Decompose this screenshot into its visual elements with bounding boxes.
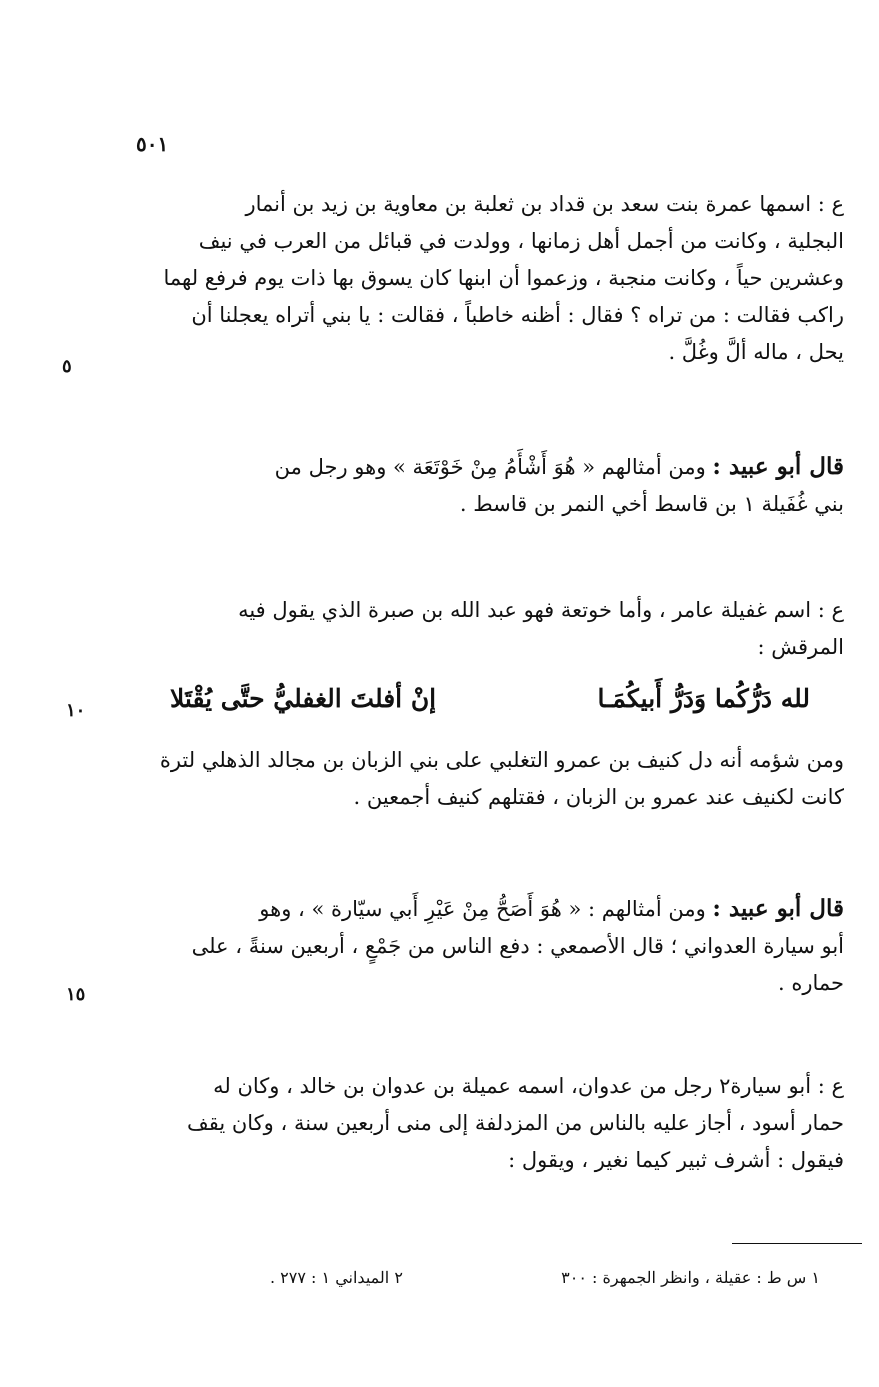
text-line: ع : اسمها عمرة بنت سعد بن قداد بن ثعلبة بن معاوية بن زيد بن أنمار [245,192,844,216]
poem-hemistich-1: لله دَرُّكُما وَدَرُّ أَبيكُمَـا [597,684,810,713]
text-line [128,890,844,928]
footnote-2: ٢ الميداني ١ : ٢٧٧ . [270,1268,403,1287]
text-line: ع : أبو سيارة٢ رجل من عدوان، اسمه عميلة بن عدوان بن خالد ، وكان له [213,1074,844,1098]
text-line: المرقش : [757,635,844,659]
text-line: حمار أسود ، أجاز عليه بالناس من المزدلفة إلى منى أربعين سنة ، وكان يقف [186,1111,844,1135]
text-line: راكب فقالت : من تراه ؟ فقال : أظنه خاطباً ، فقالت : يا بني أتراه يعجلنا أن [191,303,844,327]
text-line: كانت لكنيف عند عمرو بن الزبان ، فقتلهم كنيف أجمعين . [353,785,844,809]
text-line: البجلية ، وكانت من أجمل أهل زمانها ، وولدت في قبائل من العرب في نيف [198,229,844,253]
text-line: وعشرين حياً ، وكانت منجبة ، وزعموا أن ابنها كان يسوق بها ذات يوم فرفع لهما [163,266,844,290]
text-line [128,448,844,486]
page-number: ٥٠١ [136,132,169,156]
text-line: بني غُفَيلة ١ بن قاسط أخي النمر بن قاسط . [459,492,844,516]
line-marker-15: ١٥ [66,984,86,1005]
footnote-rule [732,1243,862,1244]
paragraph-4 [128,742,844,816]
line-marker-10: ١٠ [66,700,86,721]
poem-hemistich-2: إنْ أفلتَ الغفليُّ حتَّى يُقْتَلا [170,684,437,713]
footnotes [270,1268,820,1287]
text-line: حماره . [777,971,844,995]
text-line: فيقول : أشرف ثبير كيما نغير ، ويقول : [508,1148,844,1172]
speaker-heading: قال أبو عبيد : [712,453,844,480]
footnote-1: ١ س ط : عقيلة ، وانظر الجمهرة : ٣٠٠ [561,1268,820,1287]
text-line: ومن شؤمه أنه دل كنيف بن عمرو التغلبي على بني الزبان بن مجالد الذهلي لترة [159,748,844,772]
text-line: ع : اسم غفيلة عامر ، وأما خوتعة فهو عبد الله بن صبرة الذي يقول فيه [238,598,844,622]
speaker-heading: قال أبو عبيد : [712,895,844,922]
poem-verse [170,684,810,713]
text-line-body: ومن أمثالهم « هُوَ أَشْأَمُ مِنْ خَوْتَعَة » وهو رجل من [274,455,706,479]
text-line: يحل ، ماله ألَّ وغُلَّ . [668,340,844,364]
paragraph-6 [128,1068,844,1179]
text-line-body: ومن أمثالهم : « هُوَ أَصَحُّ مِنْ عَيْرِ أَبي سيّارة » ، وهو [259,897,706,921]
paragraph-2 [128,448,844,523]
paragraph-5 [128,890,844,1002]
text-line: أبو سيارة العدواني ؛ قال الأصمعي : دفع الناس من جَمْعٍ ، أربعين سنةً ، على [191,934,844,958]
line-marker-5: ٥ [62,356,72,377]
paragraph-1 [128,186,844,371]
paragraph-3 [128,592,844,666]
